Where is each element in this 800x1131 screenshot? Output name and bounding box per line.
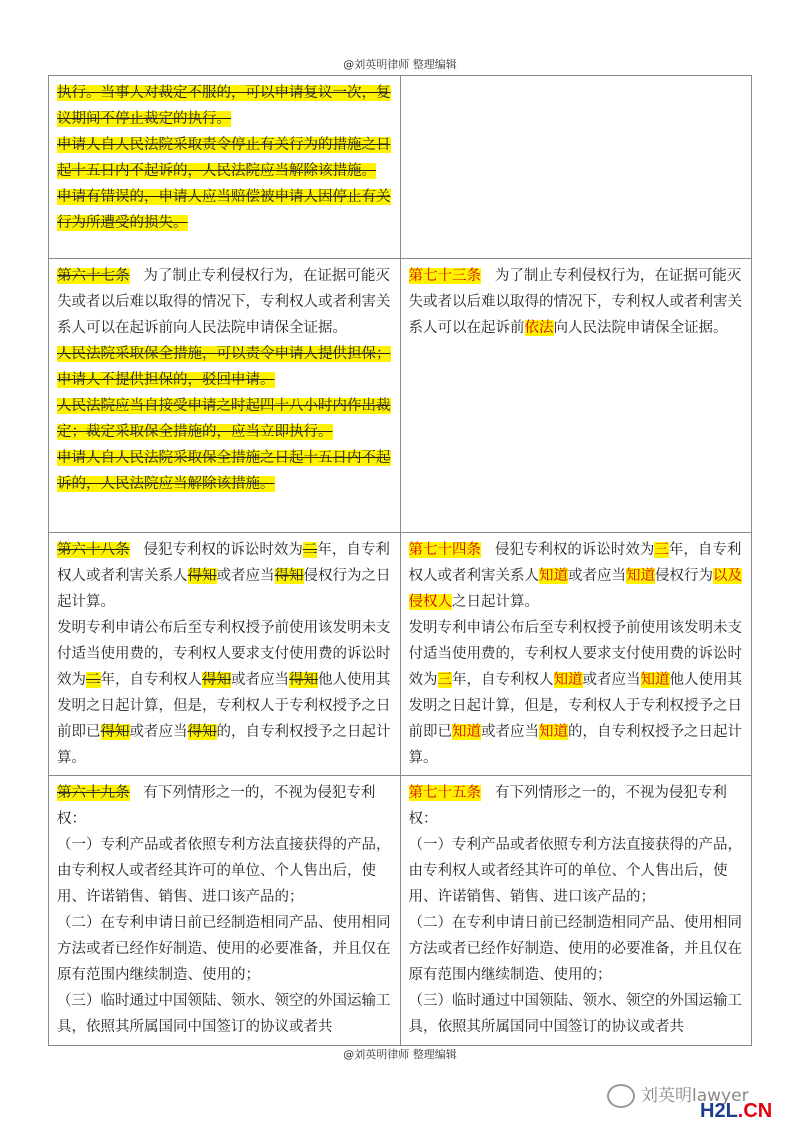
- inserted-text: 知道: [452, 724, 481, 740]
- inserted-text: 知道: [640, 672, 670, 688]
- new-law-cell: [400, 533, 752, 776]
- article-item: （三）临时通过中国领陆、领水、领空的外国运输工具，依照其所属国同中国签订的协议或者共: [57, 993, 391, 1035]
- article-number: 第七十三条: [408, 268, 481, 284]
- new-law-cell: [400, 259, 752, 533]
- site-logo-text: H2L: [700, 1100, 738, 1122]
- inserted-text: 三: [437, 672, 452, 688]
- article-text: 的，自专利权授予之日起计算。: [57, 724, 391, 766]
- article-text: 或者应当: [582, 672, 641, 688]
- article-text: 有下列情形之一的，不视为侵犯专利权：: [408, 785, 727, 827]
- page-header: @刘英明律师 整理编辑: [343, 58, 457, 71]
- old-law-cell: [49, 776, 401, 1046]
- watermark-brand: 刘英明lawyer: [641, 1086, 749, 1106]
- inserted-text: 知道: [553, 672, 583, 688]
- article-text: 或者应当: [129, 724, 188, 740]
- deleted-text: 申请人自人民法院采取保全措施之日起十五日内不起诉的，人民法院应当解除该措施。: [57, 450, 391, 492]
- table-row: [49, 76, 752, 259]
- comparison-table: [48, 75, 752, 1046]
- deleted-text: 申请有错误的，申请人应当赔偿被申请人因停止有关行为所遭受的损失。: [57, 189, 391, 231]
- article-text: 年，自专利权人: [452, 672, 554, 688]
- article-text: 他人使用其发明之日起计算，但是，专利权人于专利权授予之日前即已: [408, 672, 742, 740]
- article-text: 向人民法院申请保全证据。: [553, 320, 728, 336]
- article-text: 侵犯专利权的诉讼时效为: [143, 542, 303, 558]
- deleted-text: 执行。当事人对裁定不服的，可以申请复议一次，复议期间不停止裁定的执行。: [57, 85, 391, 127]
- table-row: [49, 533, 752, 776]
- article-text: 侵权行为: [655, 568, 713, 584]
- article-text: 年，自专利权人: [100, 672, 202, 688]
- deleted-text: 二: [302, 542, 318, 558]
- new-law-cell: [400, 76, 752, 259]
- deleted-text: 得知: [274, 568, 304, 584]
- old-law-cell: [49, 259, 401, 533]
- table-row: [49, 259, 752, 533]
- page-footer: @刘英明律师 整理编辑: [343, 1048, 457, 1061]
- article-text: 或者应当: [568, 568, 626, 584]
- deleted-text: 人民法院采取保全措施，可以责令申请人提供担保；申请人不提供担保的，驳回申请。: [57, 346, 391, 388]
- article-text: 发明专利申请公布后至专利权授予前使用该发明未支付适当使用费的，专利权人要求支付使用费的诉讼时效为: [57, 620, 391, 688]
- article-text: 有下列情形之一的，不视为侵犯专利权：: [57, 785, 376, 827]
- article-item: （一）专利产品或者依照专利方法直接获得的产品，由专利权人或者经其许可的单位、个人售出后，使用、许诺销售、销售、进口该产品的；: [57, 837, 391, 905]
- article-text: 他人使用其发明之日起计算，但是，专利权人于专利权授予之日前即已: [57, 672, 391, 740]
- inserted-text: 知道: [539, 724, 568, 740]
- inserted-text: 以及侵权人: [408, 568, 742, 610]
- article-number: 第六十七条: [57, 268, 130, 284]
- site-logo-suffix: .CN: [737, 1100, 773, 1122]
- article-text: 年，自专利权人或者利害关系人: [408, 542, 742, 584]
- table-row: [49, 776, 752, 1046]
- article-text: 或者应当: [481, 724, 539, 740]
- article-number: 第六十八条: [57, 542, 130, 558]
- deleted-text: 人民法院应当自接受申请之时起四十八小时内作出裁定；裁定采取保全措施的，应当立即执行。: [57, 398, 391, 440]
- deleted-text: 二: [86, 672, 101, 688]
- article-number: 第七十四条: [408, 542, 481, 558]
- deleted-text: 得知: [289, 672, 318, 688]
- article-text: 为了制止专利侵权行为，在证据可能灭失或者以后难以取得的情况下，专利权人或者利害关系人可以在起诉前向人民法院申请保全证据。: [57, 268, 391, 336]
- article-text: 发明专利申请公布后至专利权授予前使用该发明未支付适当使用费的，专利权人要求支付使用费的诉讼时效为: [408, 620, 742, 688]
- deleted-text: 得知: [187, 724, 217, 740]
- article-text: 之日起计算。: [57, 568, 391, 610]
- inserted-text: 知道: [539, 568, 568, 584]
- site-logo: [700, 1100, 772, 1123]
- article-text: 侵权行为: [303, 568, 362, 584]
- article-number: 第七十五条: [408, 785, 481, 801]
- deleted-text: 得知: [187, 568, 217, 584]
- article-item: （一）专利产品或者依照专利方法直接获得的产品，由专利权人或者经其许可的单位、个人售出后，使用、许诺销售、销售、进口该产品的；: [408, 837, 742, 905]
- deleted-text: 申请人自人民法院采取责令停止有关行为的措施之日起十五日内不起诉的，人民法院应当解除该措施。: [57, 137, 391, 179]
- deleted-text: 得知: [202, 672, 231, 688]
- article-item: （二）在专利申请日前已经制造相同产品、使用相同方法或者已经作好制造、使用的必要准备，并且仅在原有范围内继续制造、使用的；: [57, 915, 391, 983]
- article-item: （二）在专利申请日前已经制造相同产品、使用相同方法或者已经作好制造、使用的必要准备，并且仅在原有范围内继续制造、使用的；: [408, 915, 742, 983]
- article-text: 年，自专利权人或者利害关系人: [57, 542, 390, 584]
- wechat-icon: [607, 1084, 635, 1108]
- article-text: 的，自专利权授予之日起计算。: [408, 724, 742, 766]
- old-law-cell: [49, 533, 401, 776]
- article-number: 第六十九条: [57, 785, 130, 801]
- inserted-text: 知道: [626, 568, 655, 584]
- deleted-text: 得知: [100, 724, 130, 740]
- article-text: 之日起计算。: [452, 594, 539, 610]
- article-text: 或者应当: [231, 672, 289, 688]
- article-text: 为了制止专利侵权行为，在证据可能灭失或者以后难以取得的情况下，专利权人或者利害关系人可以在起诉前: [408, 268, 742, 336]
- inserted-text: 三: [654, 542, 669, 558]
- article-text: 侵犯专利权的诉讼时效为: [494, 542, 655, 558]
- old-law-cell: [49, 76, 401, 259]
- inserted-text: 依法: [524, 320, 554, 336]
- article-item: （三）临时通过中国领陆、领水、领空的外国运输工具，依照其所属国同中国签订的协议或者共: [408, 993, 742, 1035]
- new-law-cell: [400, 776, 752, 1046]
- article-text: 或者应当: [216, 568, 275, 584]
